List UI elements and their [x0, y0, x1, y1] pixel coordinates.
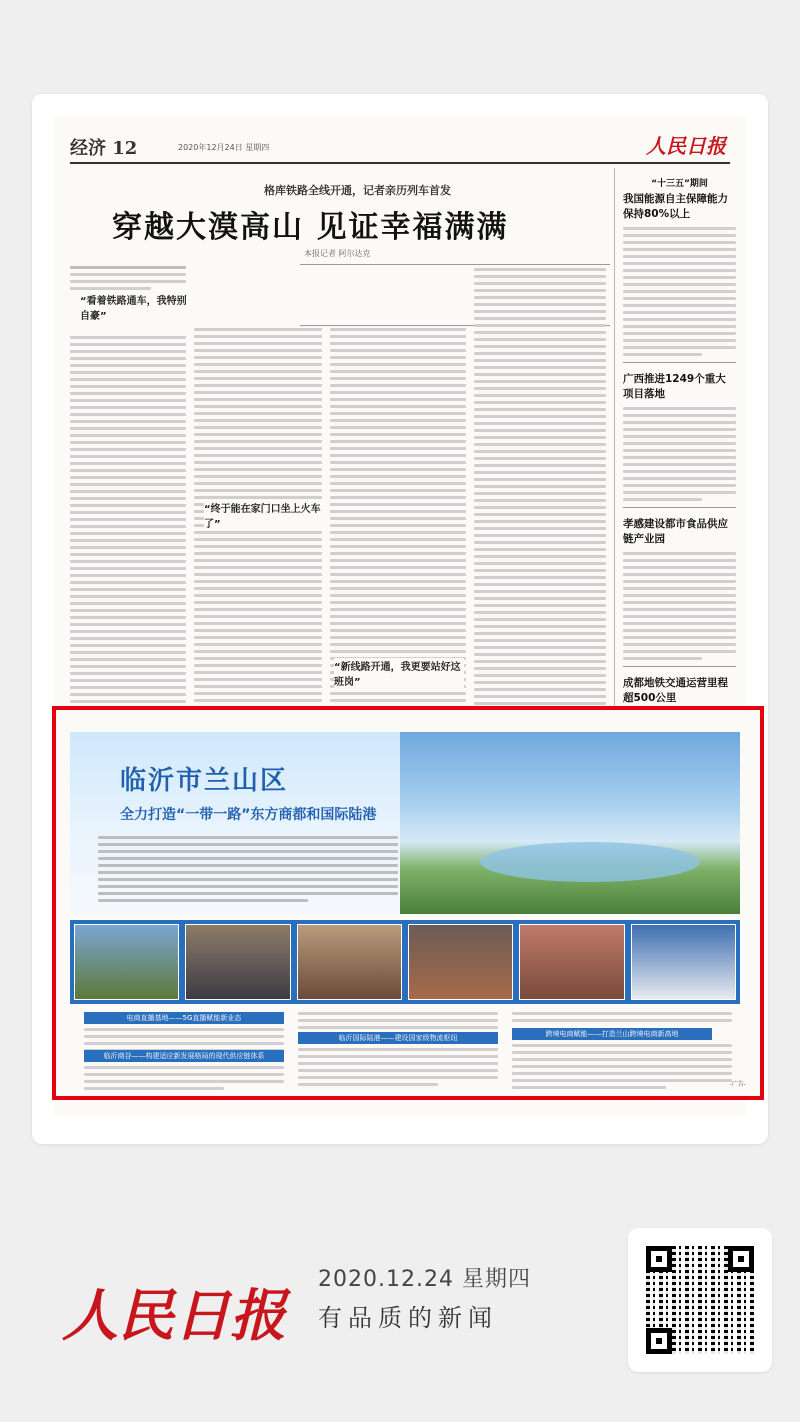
rail-headline-1: 我国能源自主保障能力保持80%以上	[623, 193, 728, 220]
ad-text-col-3b	[512, 1044, 732, 1093]
ad-text-col-2	[298, 1012, 498, 1033]
ad-photo-2	[185, 924, 290, 1000]
ad-section-bar-1: 电商直播基地——5G直播赋能新业态	[84, 1012, 284, 1024]
ad-title: 临沂市兰山区	[120, 766, 289, 796]
lake-image	[480, 842, 700, 882]
qr-code-card[interactable]	[628, 1228, 772, 1372]
story-kicker: 格库铁路全线开通，记者亲历列车首发	[264, 184, 451, 197]
ad-subtitle: 全力打造“一带一路”东方商都和国际陆港	[120, 807, 377, 823]
ad-lead-text	[98, 836, 398, 906]
ad-text-col-1b	[84, 1066, 284, 1094]
city-skyline-image	[400, 732, 740, 914]
issue-date: 2020.12.24 星期四	[318, 1267, 531, 1292]
rail-headline-4: 成都地铁交通运营里程超500公里	[623, 677, 728, 704]
ad-section-bar-3: 临沂国际陆港——建设国家级物流枢纽	[298, 1032, 498, 1044]
ad-text-col-3	[512, 1012, 732, 1026]
masthead-logo: 人民日报	[646, 134, 726, 158]
highlighted-advertisement[interactable]	[52, 706, 764, 1100]
qr-code-icon	[646, 1246, 754, 1354]
ad-hero-banner	[70, 732, 740, 914]
rail-headline-3: 孝感建设都市食品供应链产业园	[623, 518, 728, 545]
ad-photo-5	[519, 924, 624, 1000]
ad-photo-strip	[70, 920, 740, 1004]
ad-footer-label: -广告-	[729, 1081, 746, 1088]
ad-photo-4	[408, 924, 513, 1000]
rail-headline-2: 广西推进1249个重大项目落地	[623, 373, 726, 400]
section-label: 经济 12	[70, 138, 138, 159]
text-column-1	[70, 266, 186, 294]
ad-photo-3	[297, 924, 402, 1000]
story-headline: 穿越大漠高山 见证幸福满满	[112, 210, 509, 245]
ad-photo-1	[74, 924, 179, 1000]
ad-text-col-2b	[298, 1048, 498, 1090]
rail-headline-1-kicker: “十三五”期间	[651, 179, 708, 189]
slogan: 有品质的新闻	[318, 1304, 498, 1332]
date-line: 2020年12月24日 星期四	[178, 143, 270, 152]
story-byline: 本报记者 阿尔达克	[304, 249, 371, 258]
ad-photo-6	[631, 924, 736, 1000]
ad-section-bar-2: 临沂商谷——构建适应新发展格局的现代供应链体系	[84, 1050, 284, 1062]
subhead-1: “看着铁路通车，我特别自豪”	[80, 296, 187, 322]
subhead-3: “新线路开通，我更要站好这班岗”	[334, 658, 464, 688]
ad-section-bar-4: 跨境电商赋能——打造兰山跨境电商新高地	[512, 1028, 712, 1040]
peoples-daily-logo: 人民日报	[62, 1283, 286, 1349]
page-masthead	[70, 128, 730, 164]
subhead-2: “终于能在家门口坐上火车了”	[204, 500, 322, 530]
